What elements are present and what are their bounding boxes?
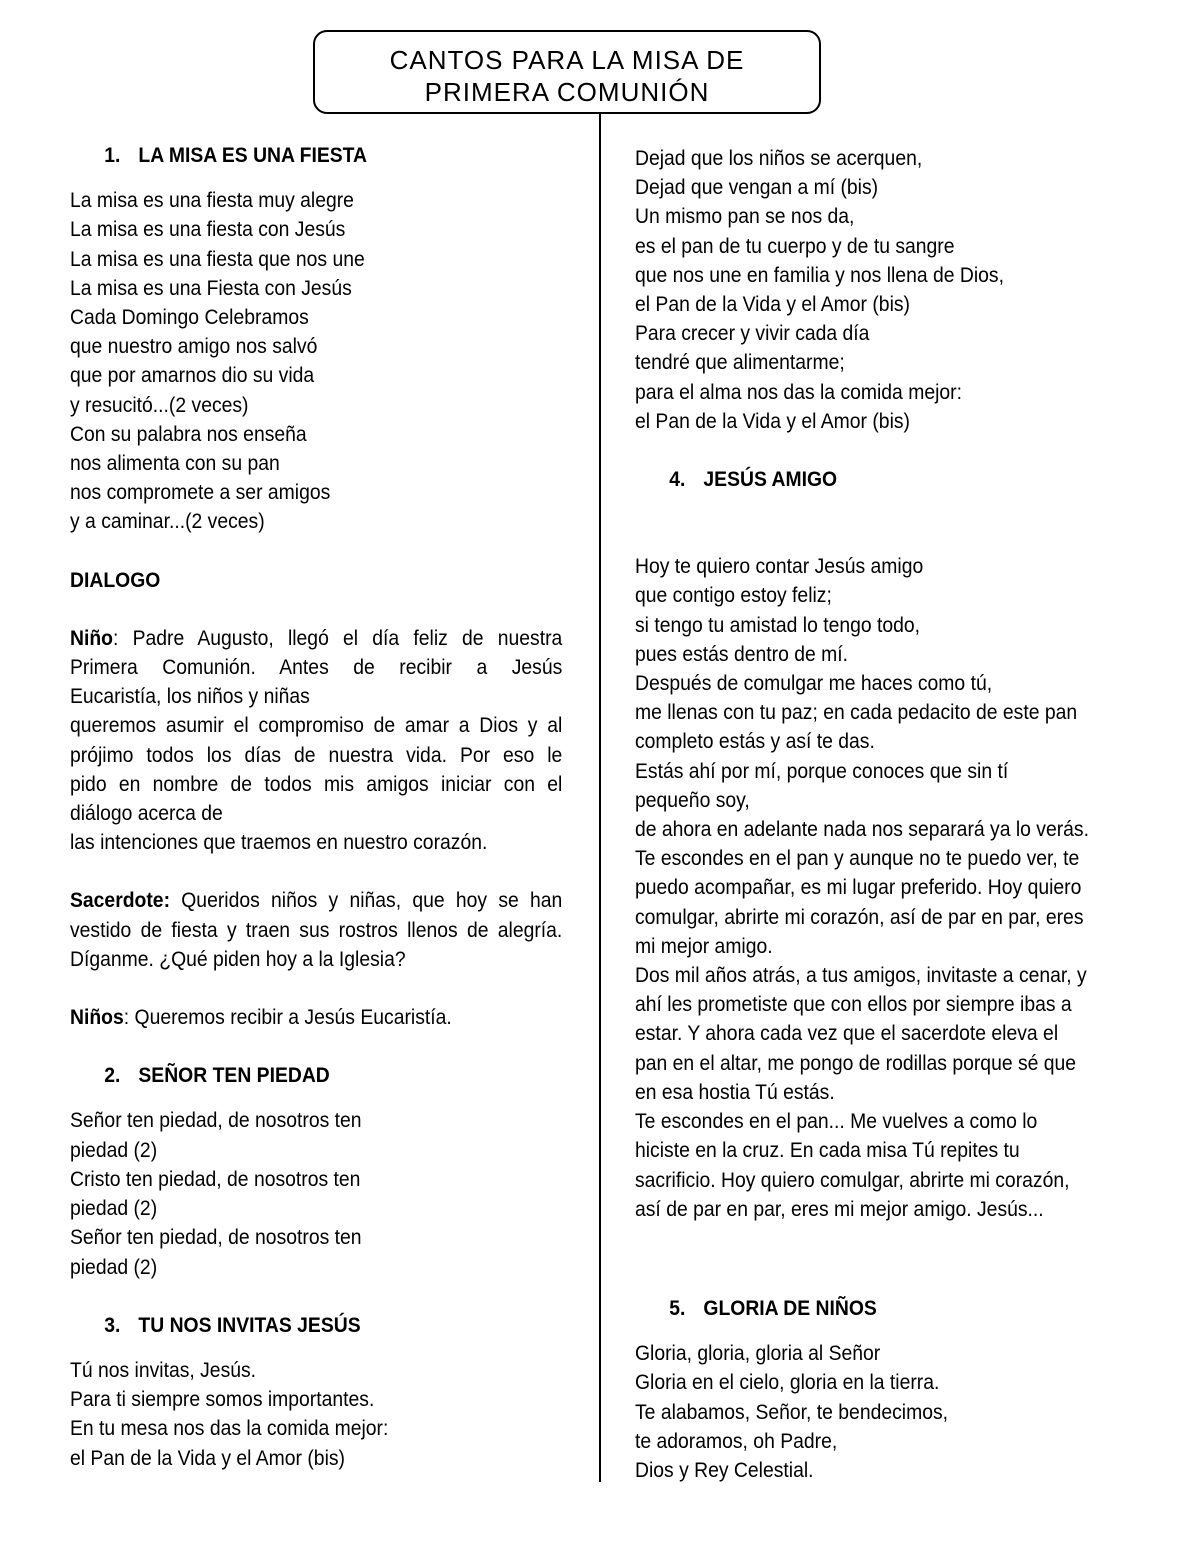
nino-line-1: Niño: Padre Augusto, llegó el día feliz de nuestra: [70, 625, 563, 650]
sacerdote-line-3: Díganme. ¿Qué piden hoy a la Iglesia?: [70, 946, 406, 971]
lyric-line: nos compromete a ser amigos: [70, 480, 331, 505]
lyric-line: para el alma nos das la comida mejor:: [635, 379, 962, 404]
lyric-line: Después de comulgar me haces como tú,: [635, 671, 993, 696]
nino-line-8: las intenciones que traemos en nuestro corazón.: [70, 830, 488, 855]
lyric-line: La misa es una Fiesta con Jesús: [70, 275, 352, 300]
lyric-line: Señor ten piedad, de nosotros ten: [70, 1225, 362, 1250]
lyric-line: y a caminar...(2 veces): [70, 509, 265, 534]
lyric-line: Te escondes en el pan y aunque no te puedo ver, te: [635, 846, 1080, 871]
lyric-line: el Pan de la Vida y el Amor (bis): [70, 1445, 345, 1470]
lyric-line: piedad (2): [70, 1137, 158, 1162]
song-3-lyrics: [70, 1356, 562, 1473]
lyric-line: comulgar, abrirte mi corazón, así de par en par, eres: [635, 904, 1084, 929]
sacerdote-line-1: Sacerdote: Queridos niños y niñas, que hoy se han: [70, 888, 563, 913]
lyric-line: Tú nos invitas, Jesús.: [70, 1357, 257, 1382]
dialogo-heading: DIALOGO: [70, 567, 161, 592]
lyric-line: tendré que alimentarme;: [635, 350, 845, 375]
lyric-line: Para ti siempre somos importantes.: [70, 1387, 375, 1412]
song-5-heading: 5. GLORIA DE NIÑOS: [669, 1295, 877, 1320]
lyric-line: ahí les prometiste que con ellos por siempre ibas a: [635, 992, 1072, 1017]
left-column: [70, 141, 562, 1473]
lyric-line: el Pan de la Vida y el Amor (bis): [635, 292, 910, 317]
lyric-line: y resucitó...(2 veces): [70, 392, 249, 417]
nino-line-2: Primera Comunión. Antes de recibir a Jesús: [70, 655, 563, 680]
song-4-heading: 4. JESÚS AMIGO: [669, 467, 838, 492]
lyric-line: así de par en par, eres mi mejor amigo. Jesús...: [635, 1196, 1044, 1221]
nino-line-6: pido en nombre de todos mis amigos iniciar con el: [70, 771, 563, 796]
lyric-line: si tengo tu amistad lo tengo todo,: [635, 612, 921, 637]
lyric-line: pues estás dentro de mí.: [635, 641, 848, 666]
lyric-line: Con su palabra nos enseña: [70, 421, 307, 446]
song-1-heading: 1. LA MISA ES UNA FIESTA: [104, 143, 368, 167]
song-3-heading: 3. TU NOS INVITAS JESÚS: [104, 1312, 361, 1337]
lyric-line: Te escondes en el pan... Me vuelves a como lo: [635, 1109, 1038, 1134]
lyric-line: Dios y Rey Celestial.: [635, 1457, 814, 1482]
lyric-line: en esa hostia Tú estás.: [635, 1079, 835, 1104]
lyric-line: el Pan de la Vida y el Amor (bis): [635, 408, 910, 433]
lyric-line: Un mismo pan se nos da,: [635, 204, 855, 229]
lyric-line: Hoy te quiero contar Jesús amigo: [635, 554, 924, 579]
lyric-line: me llenas con tu paz; en cada pedacito de este pan: [635, 700, 1078, 725]
lyric-line: La misa es una fiesta que nos une: [70, 246, 365, 271]
nino-line-4: queremos asumir el compromiso de amar a Dios y al: [70, 713, 563, 738]
lyric-line: nos alimenta con su pan: [70, 451, 280, 476]
document-title: [313, 30, 821, 114]
lyric-line: Cada Domingo Celebramos: [70, 305, 309, 330]
nino-line-7: diálogo acerca de: [70, 801, 223, 826]
lyric-line: pan en el altar, me pongo de rodillas porque sé que: [635, 1050, 1077, 1075]
lyric-line: es el pan de tu cuerpo y de tu sangre: [635, 233, 955, 258]
dialogo-sacerdote-paragraph: [70, 886, 562, 974]
lyric-line: Cristo ten piedad, de nosotros ten: [70, 1166, 361, 1191]
sacerdote-label: Sacerdote:: [70, 888, 171, 913]
lyric-line: completo estás y así te das.: [635, 729, 875, 754]
column-divider: [599, 114, 601, 1482]
lyric-line: Gloria en el cielo, gloria en la tierra.: [635, 1370, 940, 1395]
lyric-line: piedad (2): [70, 1196, 158, 1221]
lyric-line: hiciste en la cruz. En cada misa Tú repites tu: [635, 1138, 1020, 1163]
lyric-line: de ahora en adelante nada nos separará ya lo verás.: [635, 817, 1089, 842]
lyric-line: Dejad que los niños se acerquen,: [635, 146, 923, 170]
lyric-line: Gloria, gloria, gloria al Señor: [635, 1341, 881, 1366]
lyric-line: que nuestro amigo nos salvó: [70, 334, 318, 359]
song-3-lyrics-continued: [635, 144, 1127, 436]
nino-line-3: Eucaristía, los niños y niñas: [70, 684, 310, 709]
sacerdote-line-2: vestido de fiesta y traen sus rostros llenos de alegría.: [70, 917, 563, 942]
lyric-line: que contigo estoy feliz;: [635, 583, 832, 608]
lyric-line: mi mejor amigo.: [635, 933, 773, 958]
lyric-line: En tu mesa nos das la comida mejor:: [70, 1416, 389, 1441]
song-1-lyrics: [70, 186, 562, 536]
song-5-lyrics: [635, 1339, 1127, 1485]
lyric-line: pequeño soy,: [635, 787, 750, 812]
title-line-1: CANTOS PARA LA MISA DE: [389, 45, 745, 75]
nino-line-5: prójimo todos los días de nuestra vida. Por eso le: [70, 742, 563, 767]
dialogo-ninos-line: Niños: Queremos recibir a Jesús Eucaristía.: [70, 1005, 452, 1030]
song-2-heading: 2. SEÑOR TEN PIEDAD: [104, 1063, 330, 1088]
lyric-line: puedo acompañar, es mi lugar preferido. Hoy quiero: [635, 875, 1082, 900]
right-column: [635, 144, 1127, 1485]
song-4-lyrics: [635, 552, 1127, 1224]
lyric-line: sacrificio. Hoy quiero comulgar, abrirte mi corazón,: [635, 1167, 1070, 1192]
lyric-line: Para crecer y vivir cada día: [635, 321, 870, 346]
lyric-line: te adoramos, oh Padre,: [635, 1428, 838, 1453]
lyric-line: Dos mil años atrás, a tus amigos, invitaste a cenar, y: [635, 963, 1087, 988]
lyric-line: Dejad que vengan a mí (bis): [635, 175, 879, 200]
lyric-line: La misa es una fiesta muy alegre: [70, 188, 354, 213]
lyric-line: Estás ahí por mí, porque conoces que sin tí: [635, 758, 1009, 783]
ninos-label: Niños: [70, 1005, 124, 1030]
lyric-line: piedad (2): [70, 1254, 158, 1279]
song-2-lyrics: [70, 1106, 562, 1281]
lyric-line: Señor ten piedad, de nosotros ten: [70, 1108, 362, 1133]
lyric-line: La misa es una fiesta con Jesús: [70, 217, 346, 242]
lyric-line: estar. Y ahora cada vez que el sacerdote eleva el: [635, 1021, 1059, 1046]
nino-label: Niño: [70, 625, 114, 650]
lyric-line: que por amarnos dio su vida: [70, 363, 315, 388]
title-line-2: PRIMERA COMUNIÓN: [424, 77, 710, 107]
lyric-line: que nos une en familia y nos llena de Dios,: [635, 262, 1004, 287]
dialogo-nino-paragraph: [70, 624, 562, 858]
lyric-line: Te alabamos, Señor, te bendecimos,: [635, 1399, 949, 1424]
